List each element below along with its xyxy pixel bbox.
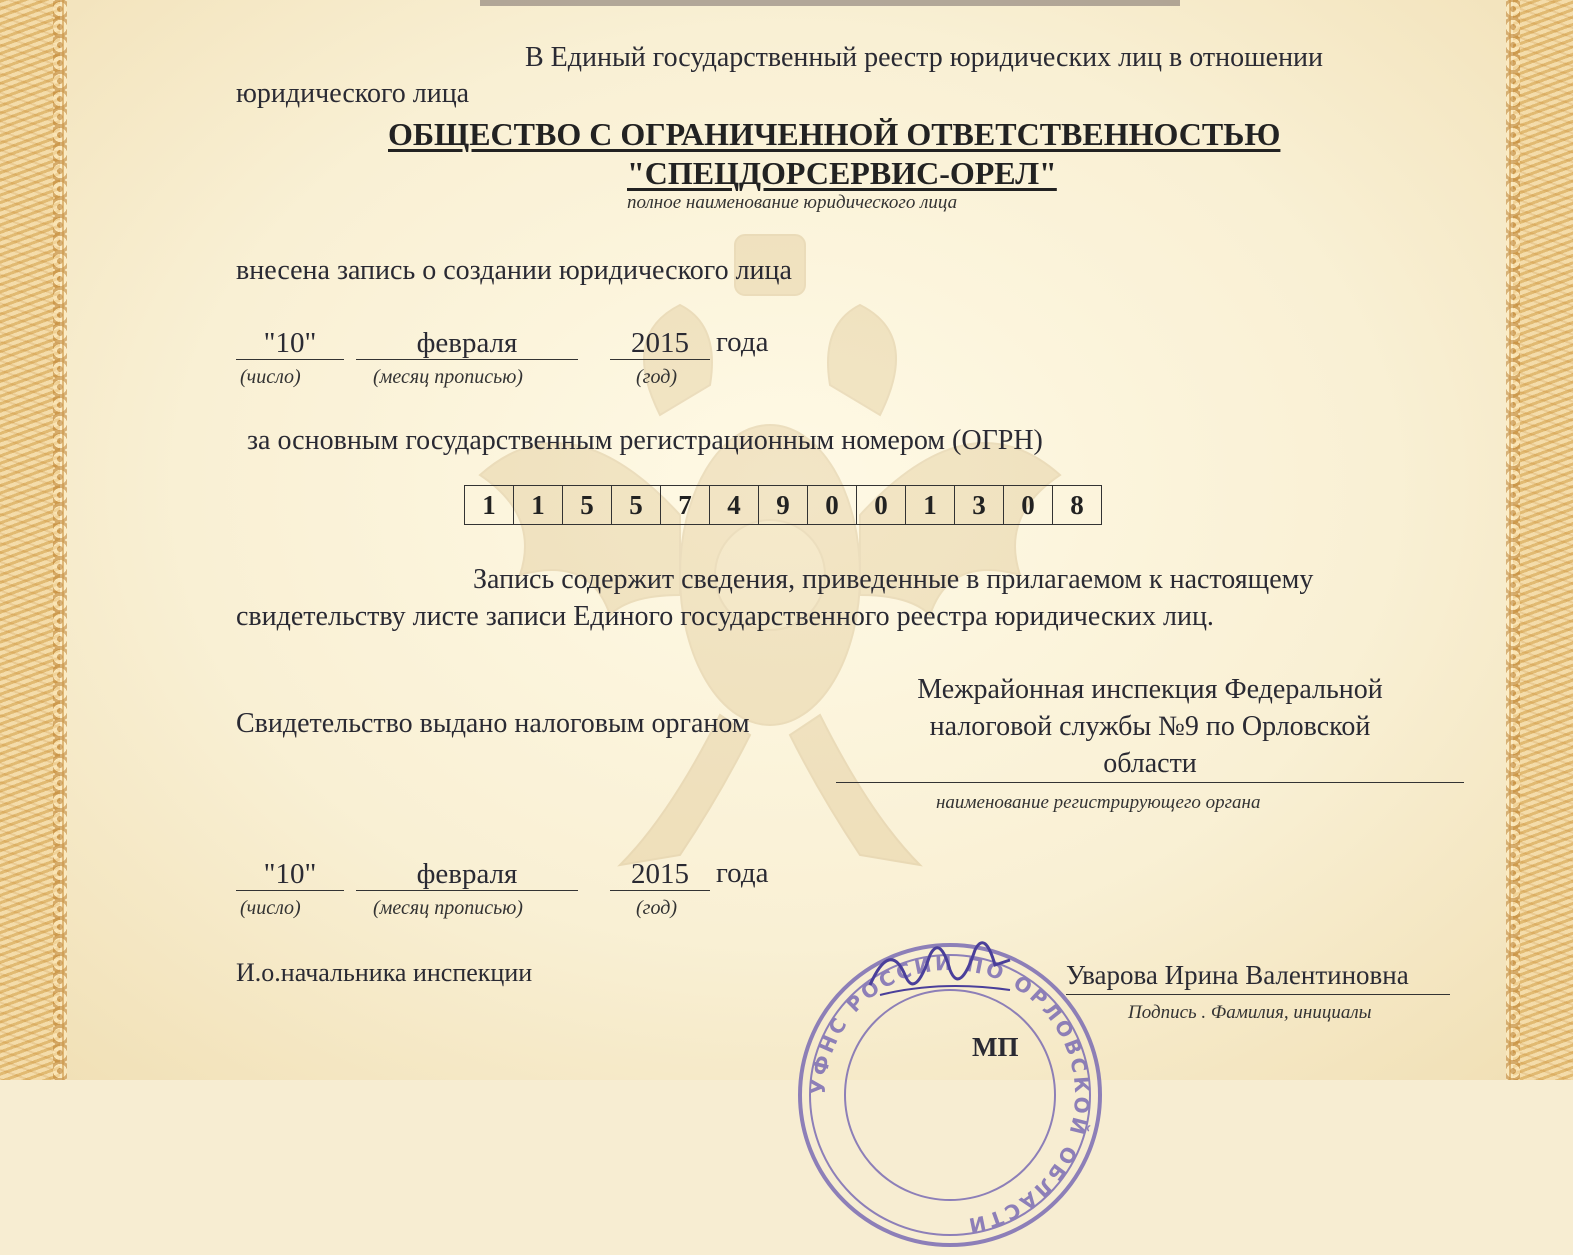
ogrn-digit: 9 <box>759 486 808 524</box>
signer-name: Уварова Ирина Валентиновна <box>1066 960 1409 990</box>
date1-month: февраля <box>416 327 518 359</box>
record-contains-line-1: Запись содержит сведения, приведенные в прилагаемом к настоящему <box>473 564 1314 595</box>
ogrn-label: за основным государственным регистрационным номером (ОГРН) <box>247 425 1043 456</box>
date2-year: 2015 <box>631 858 689 890</box>
intro-line-1: В Единый государственный реестр юридических лиц в отношении <box>525 42 1324 73</box>
date1-month-caption: (месяц прописью) <box>373 366 523 388</box>
authority-line-1: Межрайонная инспекция Федеральной <box>917 674 1383 705</box>
date2-day-underline <box>236 890 344 891</box>
signer-position: И.о.начальника инспекции <box>236 958 533 987</box>
handwritten-signature <box>860 935 1020 1010</box>
signer-caption: Подпись . Фамилия, инициалы <box>1128 1002 1372 1023</box>
intro-line-2: юридического лица <box>236 78 470 109</box>
ogrn-digit: 0 <box>857 486 906 524</box>
svg-text:УФНС РОССИИ ПО ОРЛОВСКОЙ ОБЛАС: УФНС РОССИИ ПО ОРЛОВСКОЙ ОБЛАСТИ <box>805 950 1095 1239</box>
authority-caption: наименование регистрирующего органа <box>936 792 1261 813</box>
ogrn-number-boxes <box>464 485 1102 525</box>
date1-day: "10" <box>263 327 317 359</box>
signer-name-underline <box>1066 994 1450 995</box>
date1-day-caption: (число) <box>240 366 301 388</box>
date1-day-underline <box>236 359 344 360</box>
ogrn-digit: 0 <box>1004 486 1053 524</box>
entity-name-line-1: ОБЩЕСТВО С ОГРАНИЧЕННОЙ ОТВЕТСТВЕННОСТЬЮ <box>388 116 1281 152</box>
date2-year-suffix: года <box>716 857 769 889</box>
ogrn-digit: 5 <box>563 486 612 524</box>
date2-month: февраля <box>416 858 518 890</box>
date2-year-caption: (год) <box>636 897 677 919</box>
ogrn-digit: 7 <box>661 486 710 524</box>
ogrn-digit: 3 <box>955 486 1004 524</box>
authority-line-3: области <box>1103 748 1197 779</box>
ogrn-digit: 1 <box>465 486 514 524</box>
record-contains-line-2: свидетельству листе записи Единого государственного реестра юридических лиц. <box>236 601 1214 632</box>
date1-year-underline <box>610 359 710 360</box>
date2-year-underline <box>610 890 710 891</box>
date1-year-caption: (год) <box>636 366 677 388</box>
ogrn-digit: 1 <box>906 486 955 524</box>
ogrn-digit: 5 <box>612 486 661 524</box>
date2-day-caption: (число) <box>240 897 301 919</box>
date2-day: "10" <box>263 858 317 890</box>
record-created-line: внесена запись о создании юридического лица <box>236 255 792 286</box>
entity-name-caption: полное наименование юридического лица <box>627 192 958 213</box>
date1-year-suffix: года <box>716 326 769 358</box>
ogrn-digit: 8 <box>1070 490 1084 520</box>
left-decorative-border <box>0 0 60 1080</box>
date1-year: 2015 <box>631 327 689 359</box>
right-decorative-border <box>1513 0 1573 1080</box>
ogrn-digit: 4 <box>710 486 759 524</box>
date1-month-underline <box>356 359 578 360</box>
ogrn-digit: 1 <box>514 486 563 524</box>
authority-line-2: налоговой службы №9 по Орловской <box>929 711 1371 742</box>
entity-name-line-2: "СПЕЦДОРСЕРВИС-ОРЕЛ" <box>627 155 1057 191</box>
authority-underline <box>836 782 1464 783</box>
top-cut-text-remnant <box>480 0 1180 6</box>
date2-month-caption: (месяц прописью) <box>373 897 523 919</box>
date2-month-underline <box>356 890 578 891</box>
seal-place-label: МП <box>972 1032 1019 1062</box>
issued-by-label: Свидетельство выдано налоговым органом <box>236 708 750 739</box>
ogrn-digit: 0 <box>808 486 857 524</box>
